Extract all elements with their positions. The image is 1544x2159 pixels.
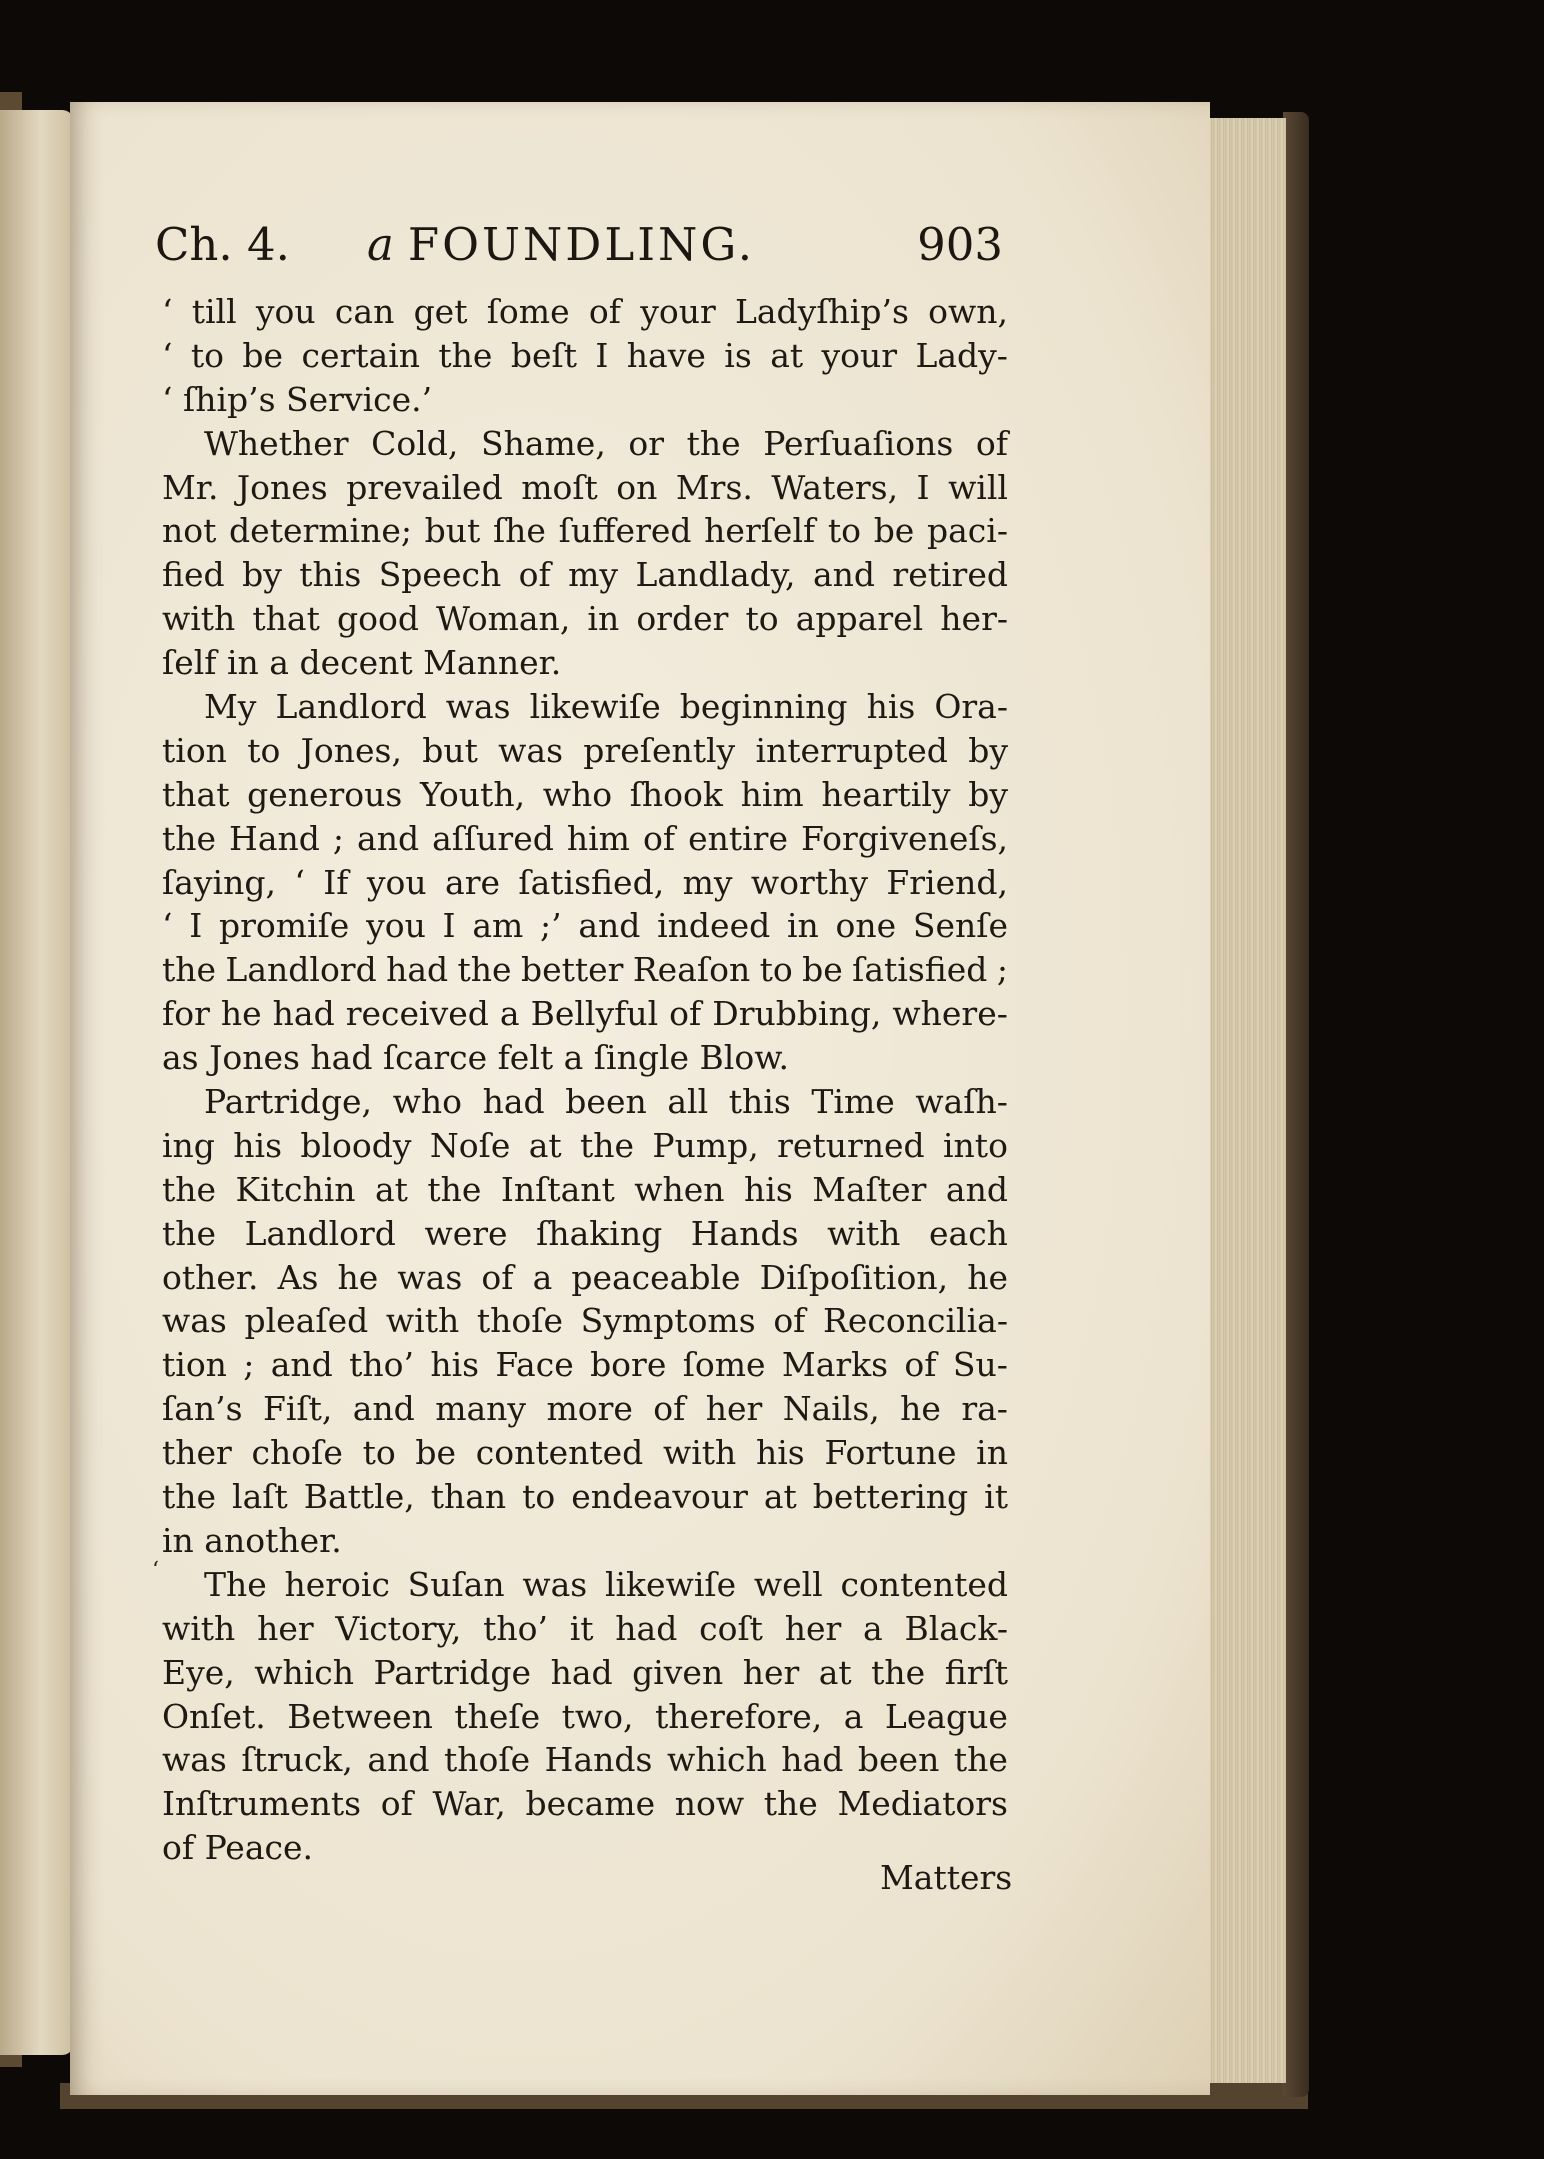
body-text [162, 290, 1008, 1870]
text-line: tion ; and tho’ his Face bore ſome Marks of Su- [162, 1345, 1008, 1385]
text-line: My Landlord was likewiſe beginning his Ora- [204, 687, 1008, 727]
text-line: with that good Woman, in order to apparel her- [162, 599, 1008, 639]
text-line: Mr. Jones prevailed moſt on Mrs. Waters, I will [162, 467, 1008, 507]
text-line: Eye, which Partridge had given her at the firſt [162, 1652, 1008, 1692]
text-line: the Kitchin at the Inſtant when his Maſter and [162, 1169, 1008, 1209]
text-line: Whether Cold, Shame, or the Perſuaſions of [204, 423, 1008, 463]
text-line: ‘ I promiſe you I am ;’ and indeed in one Senſe [162, 906, 1008, 946]
text-line: ſan’s Fiſt, and many more of her Nails, he ra- [162, 1389, 1008, 1429]
title-word: FOUNDLING. [407, 218, 756, 271]
text-line: was pleaſed with thoſe Symptoms of Reconcilia- [162, 1301, 1008, 1341]
text-line: the Landlord had the better Reaſon to be ſatisfied ; [162, 950, 1008, 990]
right-book-cover [1283, 112, 1309, 2097]
text-line: tion to Jones, but was preſently interrupted by [162, 730, 1008, 770]
text-line: in another. [162, 1520, 342, 1560]
text-line: Partridge, who had been all this Time waſh- [204, 1082, 1008, 1122]
catchword: Matters [880, 1858, 1013, 1897]
text-line: ſelf in a decent Manner. [162, 643, 562, 683]
running-title [367, 218, 755, 271]
text-line: Inſtruments of War, became now the Mediators [162, 1784, 1008, 1824]
text-line: Onſet. Between theſe two, therefore, a League [162, 1696, 1008, 1736]
left-page-edge [0, 110, 74, 2055]
text-line: fied by this Speech of my Landlady, and retired [162, 555, 1008, 595]
text-line: was ſtruck, and thoſe Hands which had been the [162, 1740, 1008, 1780]
stray-mark: ‘ [152, 1558, 159, 1583]
text-line: ‘ to be certain the beſt I have is at your Lady- [162, 335, 1008, 375]
chapter-label: Ch. 4. [155, 218, 290, 271]
text-line: the Landlord were ſhaking Hands with each [162, 1213, 1008, 1253]
text-line: as Jones had ſcarce felt a ſingle Blow. [162, 1038, 790, 1078]
text-line: ing his bloody Noſe at the Pump, returned into [162, 1125, 1008, 1165]
text-line: the laſt Battle, than to endeavour at bettering it [162, 1477, 1008, 1517]
page-stack-edge [1206, 118, 1286, 2083]
text-line: for he had received a Bellyful of Drubbing, where- [162, 994, 1008, 1034]
title-article: a [367, 218, 394, 271]
text-line: ‘ till you can get ſome of your Ladyſhip’s own, [162, 292, 1008, 331]
page-number: 903 [917, 218, 1003, 271]
text-line: of Peace. [162, 1828, 313, 1868]
text-line: the Hand ; and aſſured him of entire Forgiveneſs, [162, 818, 1008, 858]
text-line: The heroic Suſan was likewiſe well contented [204, 1564, 1008, 1604]
text-line: with her Victory, tho’ it had coſt her a Black- [162, 1608, 1008, 1648]
text-line: that generous Youth, who ſhook him heartily by [162, 774, 1008, 814]
text-line: ‘ ſhip’s Service.’ [162, 379, 433, 419]
running-header [155, 218, 1003, 284]
text-line: ther choſe to be contented with his Fortune in [162, 1433, 1008, 1473]
text-line: other. As he was of a peaceable Diſpoſition, he [162, 1257, 1008, 1297]
text-line: ſaying, ‘ If you are ſatisfied, my worthy Friend, [162, 862, 1008, 902]
text-line: not determine; but ſhe ſuffered herſelf to be paci- [162, 511, 1008, 551]
